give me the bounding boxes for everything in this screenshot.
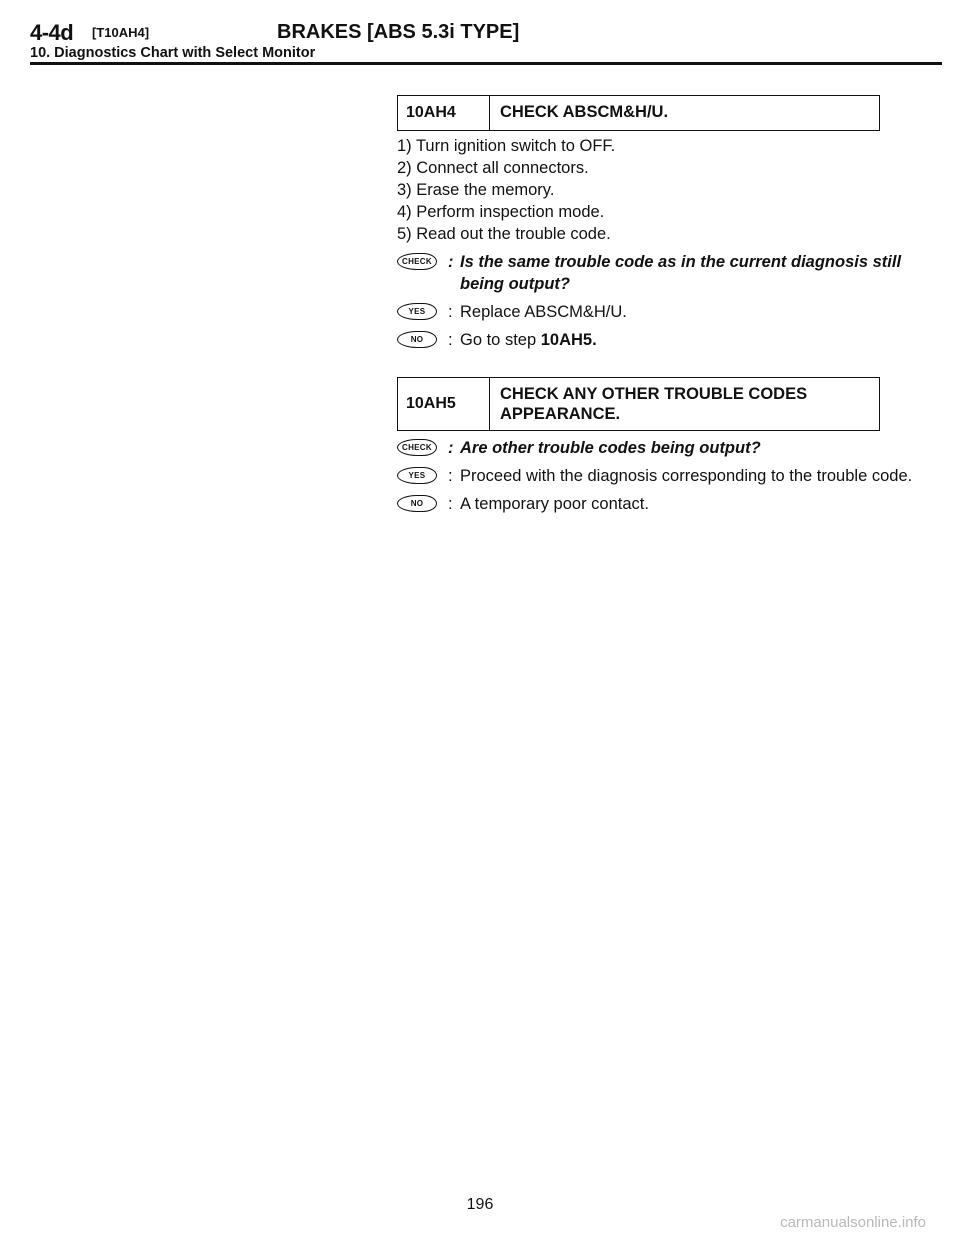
page-header (30, 20, 942, 61)
colon: : (448, 495, 453, 513)
colon: : (448, 331, 453, 349)
procedure-step: 2) Connect all connectors. (397, 159, 589, 177)
no-action-prefix: Go to step (460, 331, 537, 349)
no-icon: NO (397, 331, 437, 348)
no-row (397, 493, 917, 515)
header-rule (30, 62, 942, 65)
yes-action: Replace ABSCM&H/U. (460, 303, 627, 321)
watermark-text: carmanualsonline.info (780, 1214, 926, 1231)
procedure-step: 3) Erase the memory. (397, 181, 555, 199)
yes-icon: YES (397, 303, 437, 320)
yes-action: Proceed with the diagnosis corresponding to the trouble code. (460, 467, 913, 485)
yes-icon: YES (397, 467, 437, 484)
chapter-title: BRAKES [ABS 5.3i TYPE] (277, 21, 520, 43)
check-question: Are other trouble codes being output? (460, 439, 761, 457)
colon: : (448, 253, 454, 271)
step-box-10ah4 (397, 95, 880, 131)
colon: : (448, 467, 453, 485)
yes-row (397, 301, 917, 323)
procedure-step: 5) Read out the trouble code. (397, 225, 611, 243)
procedure-list (397, 135, 917, 245)
step-code: 10AH5 (398, 378, 490, 430)
check-row (397, 437, 917, 459)
no-row (397, 329, 917, 351)
diagnostic-content (397, 95, 917, 515)
section-spacer (397, 351, 917, 377)
header-line (30, 20, 942, 44)
check-icon: CHECK (397, 439, 437, 456)
chapter-subtitle: 10. Diagnostics Chart with Select Monitor (30, 45, 316, 61)
no-icon: NO (397, 495, 437, 512)
next-step-link: 10AH5. (540, 331, 597, 349)
no-action (460, 329, 917, 351)
section-reference: [T10AH4] (92, 25, 150, 40)
step-title: CHECK ABSCM&H/U. (500, 103, 669, 121)
yes-row (397, 465, 917, 487)
procedure-step: 1) Turn ignition switch to OFF. (397, 137, 616, 155)
step-box-10ah5 (397, 377, 880, 431)
check-question: Is the same trouble code as in the current diagnosis still being output? (460, 253, 902, 293)
page-code: 4-4d (30, 20, 74, 45)
page-number: 196 (466, 1196, 494, 1213)
colon: : (448, 303, 453, 321)
check-icon: CHECK (397, 253, 437, 270)
step-code: 10AH4 (398, 96, 490, 130)
check-row (397, 251, 917, 295)
step-title: CHECK ANY OTHER TROUBLE CODES APPEARANCE. (500, 385, 808, 423)
no-action: A temporary poor contact. (460, 495, 649, 513)
procedure-step: 4) Perform inspection mode. (397, 203, 605, 221)
colon: : (448, 439, 454, 457)
